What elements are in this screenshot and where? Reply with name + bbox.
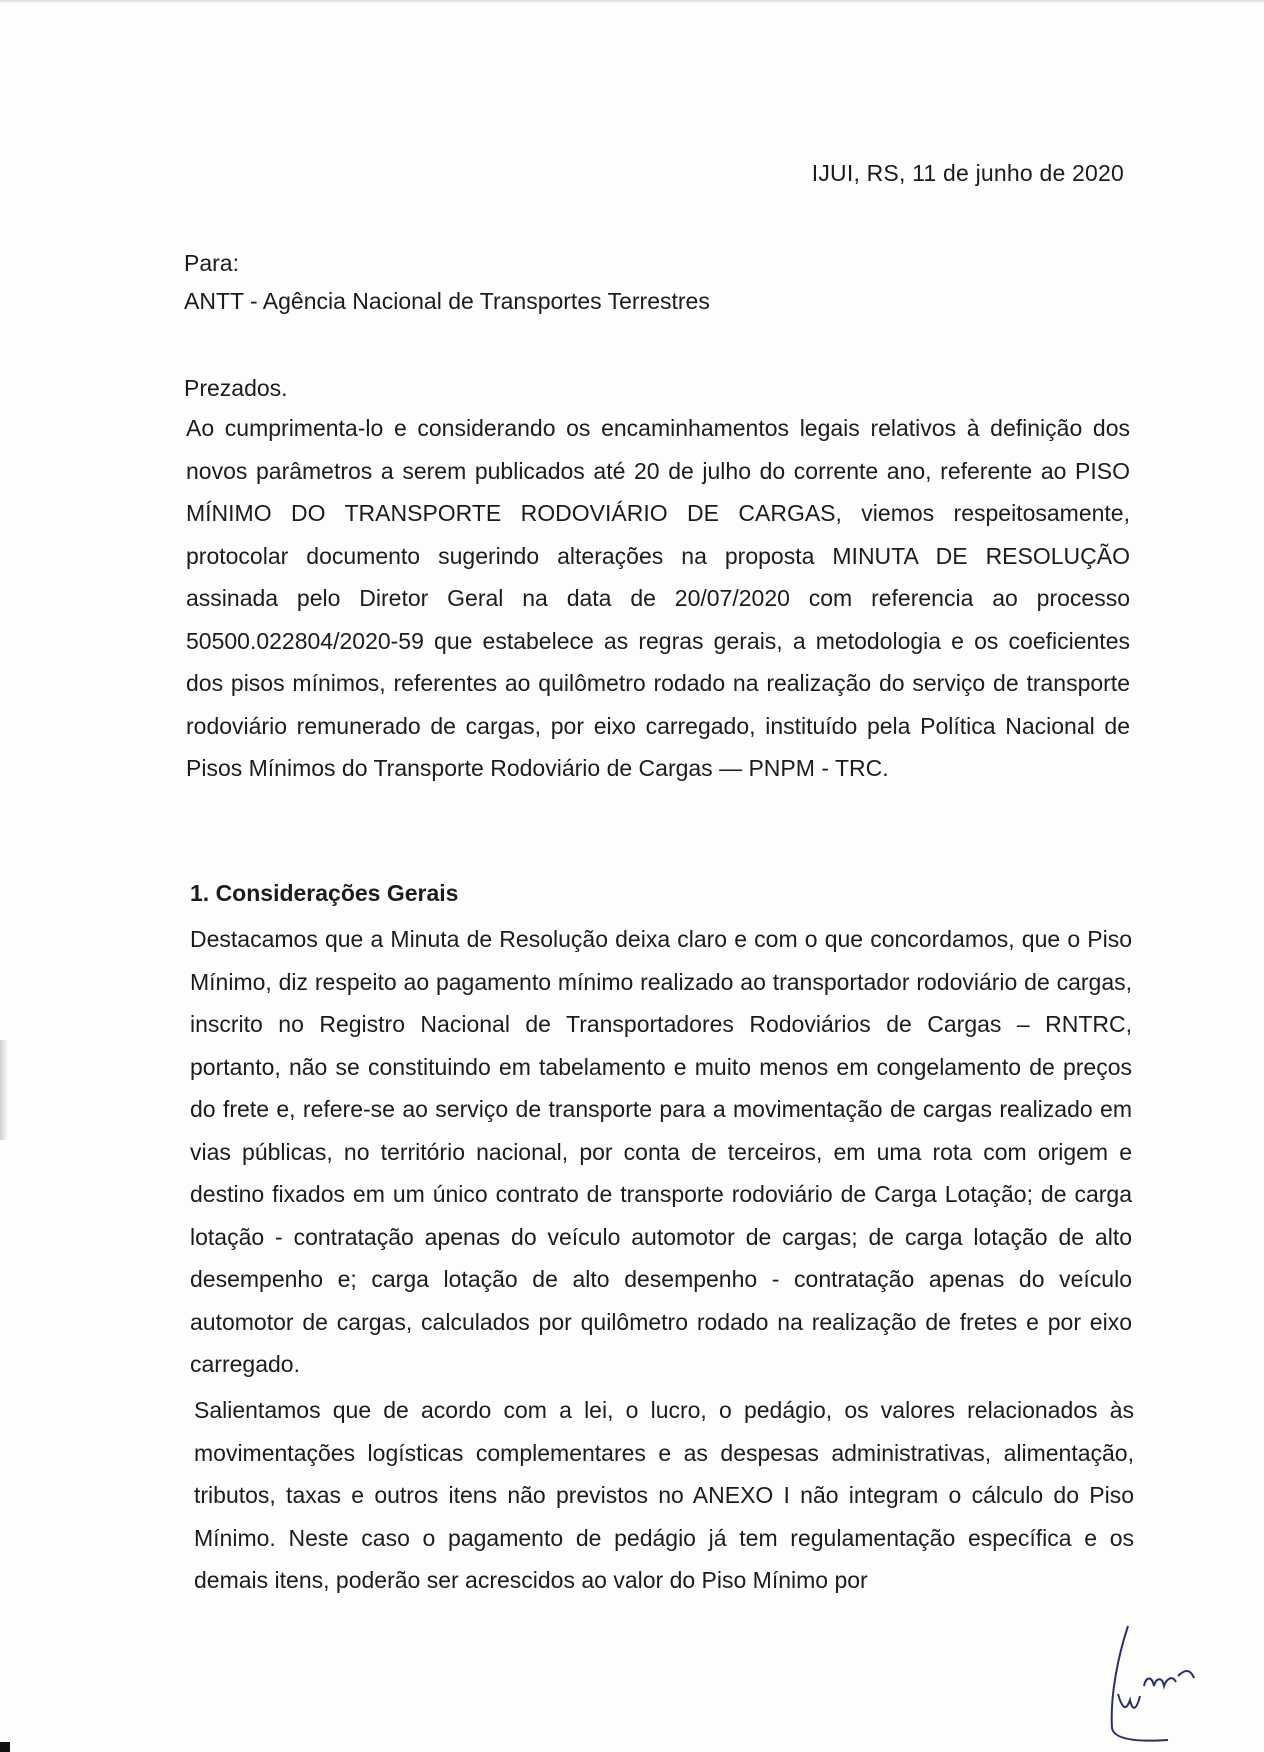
recipient: ANTT - Agência Nacional de Transportes Terrestres xyxy=(184,288,710,314)
scan-edge-left xyxy=(0,1040,8,1140)
to-label: Para: xyxy=(184,250,239,276)
scan-edge-top xyxy=(0,0,1264,3)
letter-date: IJUI, RS, 11 de junho de 2020 xyxy=(811,160,1124,186)
scan-mark xyxy=(0,1742,10,1752)
handwritten-signature xyxy=(1098,1616,1218,1744)
section-paragraph-1: Destacamos que a Minuta de Resolução deixa claro e com o que concordamos, que o Piso Mínimo, diz respeito ao pagamento mínimo realizado ao transportador rodoviário de cargas, inscrito no Registro Nacional de Transportadores Rodoviários de Cargas – RNTRC, portanto, não se constituindo em tabelamento e muito menos em congelamento de preços do frete e, refere-se ao serviço de transporte para a movimentação de cargas realizado em vias públicas, no território nacional, por conta de terceiros, em uma rota com origem e destino fixados em um único contrato de transporte rodoviário de Carga Lotação; de carga lotação - contratação apenas do veículo automotor de cargas; de carga lotação de alto desempenho e; carga lotação de alto desempenho - contratação apenas do veículo automotor de cargas, calculados por quilômetro rodado na realização de fretes e por eixo carregado. xyxy=(190,926,1132,1377)
intro-paragraph: Ao cumprimenta-lo e considerando os encaminhamentos legais relativos à definição dos novos parâmetros a serem publicados até 20 de julho do corrente ano, referente ao PISO MÍNIMO DO TRANSPORTE RODOVIÁRIO DE CARGAS, viemos respeitosamente, protocolar documento sugerindo alterações na proposta MINUTA DE RESOLUÇÃO assinada pelo Diretor Geral na data de 20/07/2020 com referencia ao processo 50500.022804/2020-59 que estabelece as regras gerais, a metodologia e os coeficientes dos pisos mínimos, referentes ao quilômetro rodado na realização do serviço de transporte rodoviário remunerado de cargas, por eixo carregado, instituído pela Política Nacional de Pisos Mínimos do Transporte Rodoviário de Cargas — PNPM - TRC. xyxy=(186,415,1130,781)
greeting: Prezados. xyxy=(184,375,288,401)
section-paragraph-2: Salientamos que de acordo com a lei, o lucro, o pedágio, os valores relacionados às movimentações logísticas complementares e as despesas administrativas, alimentação, tributos, taxas e outros itens não previstos no ANEXO I não integram o cálculo do Piso Mínimo. Neste caso o pagamento de pedágio já tem regulamentação específica e os demais itens, poderão ser acrescidos ao valor do Piso Mínimo por xyxy=(194,1397,1134,1593)
section-heading: 1. Considerações Gerais xyxy=(190,880,459,906)
